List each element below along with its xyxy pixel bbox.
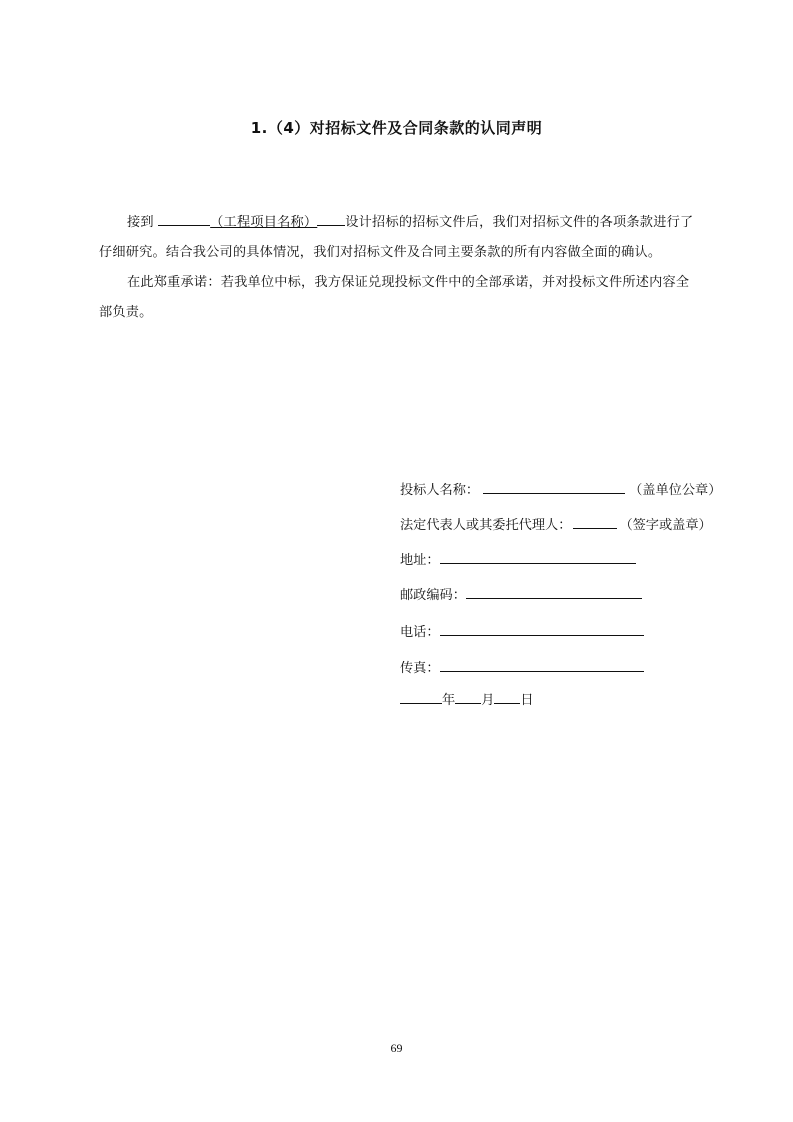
page-number: 69 bbox=[390, 1041, 403, 1055]
month-label: 月 bbox=[481, 693, 495, 708]
address-row bbox=[400, 548, 636, 568]
representative-note: （签字或盖章） bbox=[619, 518, 712, 533]
fax-row bbox=[400, 656, 644, 676]
bidder-name-line bbox=[483, 478, 625, 494]
phone-label: 电话： bbox=[400, 625, 440, 640]
project-name-blank-left bbox=[158, 210, 210, 226]
commitment-paragraph-2 bbox=[99, 274, 717, 322]
postcode-row bbox=[400, 583, 642, 603]
year-line bbox=[400, 688, 442, 704]
address-label: 地址： bbox=[400, 553, 440, 568]
commitment-paragraph-1 bbox=[99, 210, 717, 262]
project-name-placeholder: （工程项目名称） bbox=[210, 215, 318, 230]
representative-label: 法定代表人或其委托代理人： bbox=[400, 518, 572, 533]
day-line bbox=[494, 688, 520, 704]
bidder-name-note: （盖单位公章） bbox=[629, 483, 722, 498]
paragraph-1-line-1 bbox=[99, 210, 717, 232]
fax-label: 传真： bbox=[400, 661, 440, 676]
paragraph-1-line-1-text: 设计招标的招标文件后，我们对招标文件的各项条款进行了 bbox=[345, 215, 694, 230]
paragraph-2-line-1: 在此郑重承诺：若我单位中标，我方保证兑现投标文件中的全部承诺，并对投标文件所述内容全 bbox=[127, 275, 690, 290]
day-label: 日 bbox=[520, 693, 534, 708]
document-title: 1.（4）对招标文件及合同条款的认同声明 bbox=[250, 119, 543, 137]
month-line bbox=[455, 688, 481, 704]
project-name-blank-right bbox=[317, 210, 345, 226]
paragraph-1-line-2: 仔细研究。结合我公司的具体情况，我们对招标文件及合同主要条款的所有内容做全面的确认。 bbox=[99, 245, 662, 260]
fax-line bbox=[440, 656, 644, 672]
phone-row bbox=[400, 620, 644, 640]
bidder-name-row bbox=[400, 478, 721, 498]
year-label: 年 bbox=[442, 693, 456, 708]
bidder-name-label: 投标人名称： bbox=[400, 483, 480, 498]
address-line bbox=[440, 548, 636, 564]
date-row bbox=[400, 688, 534, 708]
representative-line bbox=[573, 513, 617, 529]
phone-line bbox=[440, 620, 644, 636]
postcode-line bbox=[466, 583, 642, 599]
representative-row bbox=[400, 513, 712, 533]
postcode-label: 邮政编码： bbox=[400, 588, 466, 603]
received-prefix: 接到 bbox=[127, 215, 159, 230]
paragraph-2-line-2: 部负责。 bbox=[99, 305, 153, 320]
